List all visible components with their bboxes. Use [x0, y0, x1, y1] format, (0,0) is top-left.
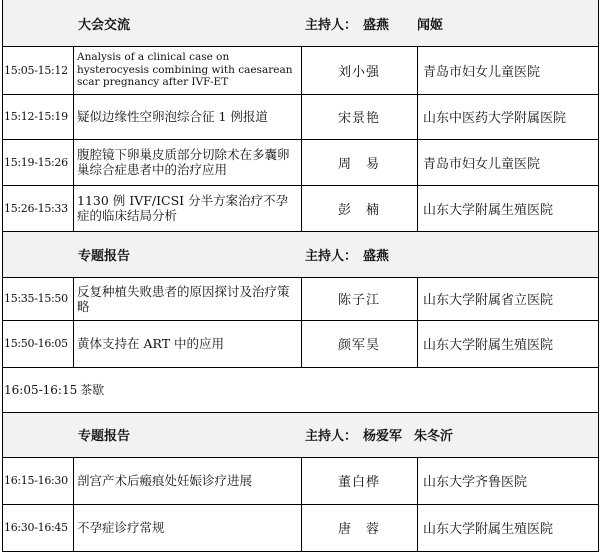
- talk-title: 黄体支持在 ART 中的应用: [77, 336, 225, 351]
- section-header: [2, 412, 599, 457]
- talk-speaker: 刘小强: [337, 64, 380, 80]
- divider: [301, 46, 302, 231]
- divider: [73, 277, 74, 367]
- section-title: 大会交流: [78, 17, 131, 33]
- section-header: [2, 231, 599, 277]
- section-hosts: [305, 412, 459, 457]
- talk-title: 不孕症诊疗常规: [77, 520, 165, 535]
- talk-hospital: 山东大学附属生殖医院: [423, 338, 554, 353]
- section-hosts: [305, 231, 395, 277]
- divider: [2, 0, 3, 552]
- divider: [73, 457, 74, 552]
- divider: [301, 457, 302, 552]
- talk-time: 15:19-15:26: [4, 155, 68, 169]
- talk-time: 15:26-15:33: [4, 201, 68, 215]
- talk-hospital: 山东中医药大学附属医院: [423, 111, 567, 126]
- divider: [598, 0, 599, 552]
- talk-speaker: 董白桦: [337, 475, 380, 490]
- host-name: 盛燕: [363, 17, 390, 33]
- talk-speaker: 唐 蓉: [337, 522, 380, 537]
- talk-time: 15:12-15:19: [4, 110, 68, 123]
- host-name: 杨爱军: [363, 429, 403, 444]
- talk-title: 腹腔镜下卵巢皮质部分切除术在多囊卵巢综合症患者中的治疗应用: [77, 147, 290, 177]
- section-title: 专题报告: [78, 429, 131, 444]
- talk-hospital: 山东大学附属生殖医院: [423, 522, 554, 537]
- host-name: 盛燕: [363, 248, 390, 264]
- divider: [417, 457, 418, 552]
- talk-hospital: 山东大学齐鲁医院: [423, 475, 528, 490]
- talk-title: 疑似边缘性空卵泡综合征 1 例报道: [77, 109, 268, 124]
- talk-hospital: 青岛市妇女儿童医院: [423, 156, 541, 172]
- break-time: 16:05-16:15: [4, 382, 78, 397]
- talk-time: 15:05-15:12: [4, 63, 68, 77]
- section-header: [2, 0, 599, 46]
- divider: [417, 46, 418, 231]
- talk-title: 1130 例 IVF/ICSI 分半方案治疗不孕症的临床结局分析: [77, 193, 289, 223]
- divider: [2, 231, 599, 232]
- divider: [301, 277, 302, 367]
- talk-time: 15:35-15:50: [4, 292, 68, 305]
- talk-hospital: 山东大学附属省立医院: [423, 293, 554, 308]
- talk-speaker: 宋景艳: [337, 111, 380, 126]
- talk-title: Analysis of a clinical case on hysterocyesis combining with caesarean scar pregnancy after IVF-ET: [77, 51, 293, 89]
- talk-time: 16:15-16:30: [4, 474, 68, 487]
- break-row: [2, 367, 599, 412]
- talk-speaker: 陈子江: [337, 293, 380, 308]
- host-name: 朱冬沂: [414, 429, 454, 444]
- schedule-table: [2, 0, 599, 552]
- divider: [2, 367, 599, 368]
- talk-hospital: 青岛市妇女儿童医院: [423, 64, 541, 80]
- divider: [2, 412, 599, 413]
- break-text: [2, 367, 104, 412]
- talk-speaker: 颜军昊: [337, 338, 380, 353]
- section-hosts: [305, 0, 449, 46]
- talk-speaker: 周 易: [337, 156, 380, 172]
- host-label: 主持人：: [305, 248, 358, 264]
- section-title: 专题报告: [78, 248, 131, 264]
- talk-title: 反复种植失败患者的原因探讨及治疗策略: [77, 283, 290, 314]
- talk-time: 15:50-16:05: [4, 337, 68, 350]
- talk-hospital: 山东大学附属生殖医院: [423, 202, 554, 218]
- break-label: 茶歇: [80, 383, 105, 397]
- divider: [417, 277, 418, 367]
- talk-speaker: 彭 楠: [337, 202, 380, 218]
- talk-title: 剖宫产术后瘢痕处妊娠诊疗进展: [77, 473, 253, 488]
- host-label: 主持人：: [305, 429, 358, 444]
- host-name: 闻姬: [417, 17, 444, 33]
- divider: [73, 46, 74, 231]
- host-label: 主持人：: [305, 17, 358, 33]
- talk-time: 16:30-16:45: [4, 521, 68, 534]
